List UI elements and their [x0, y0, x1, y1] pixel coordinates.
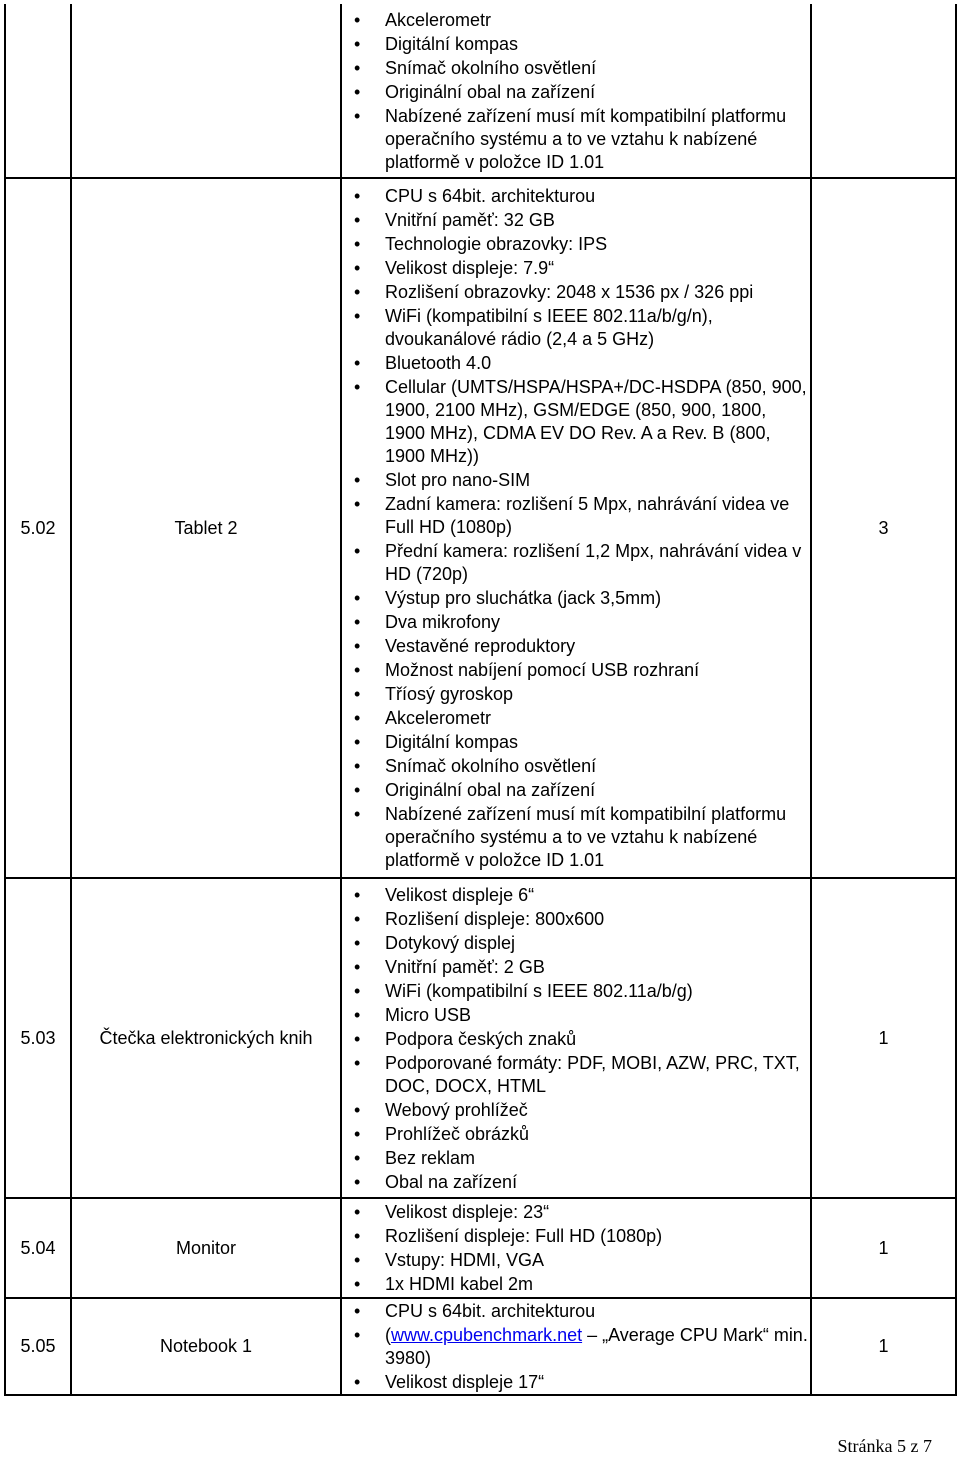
spec-item: • Prohlížeč obrázků: [342, 1122, 810, 1146]
spec-item: • Nabízené zařízení musí mít kompatibilní platformu operačního systému a to ve vztahu k nabízené platformě v položce ID 1.01: [342, 104, 810, 174]
spec-item: • WiFi (kompatibilní s IEEE 802.11a/b/g): [342, 979, 810, 1003]
spec-item: • Akcelerometr: [342, 706, 810, 730]
spec-item: • Velikost displeje 6“: [342, 883, 810, 907]
spec-item: • WiFi (kompatibilní s IEEE 802.11a/b/g/n), dvoukanálové rádio (2,4 a 5 GHz): [342, 304, 810, 351]
spec-text: – „Average CPU Mark“ min. 3980): [385, 1325, 808, 1368]
row-quantity: 3: [811, 178, 956, 878]
table-row: [5, 1198, 956, 1298]
spec-list: [342, 883, 810, 1194]
spec-item: • Digitální kompas: [342, 730, 810, 754]
row-number: [5, 4, 71, 178]
row-quantity: 1: [811, 1298, 956, 1395]
row-number: 5.02: [5, 178, 71, 878]
spec-item: • Webový prohlížeč: [342, 1098, 810, 1122]
row-item-name: Monitor: [71, 1198, 341, 1298]
spec-item: • Micro USB: [342, 1003, 810, 1027]
spec-item: • Velikost displeje: 23“: [342, 1200, 810, 1224]
spec-item: [342, 1323, 810, 1370]
cpubenchmark-link[interactable]: www.cpubenchmark.net: [391, 1325, 583, 1345]
row-specs: [341, 1198, 811, 1298]
row-number: 5.05: [5, 1298, 71, 1395]
spec-list: [342, 8, 810, 174]
table-row: [5, 178, 956, 878]
spec-item: • Tříosý gyroskop: [342, 682, 810, 706]
row-specs: [341, 1298, 811, 1395]
spec-item: • Slot pro nano-SIM: [342, 468, 810, 492]
spec-item: • Snímač okolního osvětlení: [342, 56, 810, 80]
spec-item: • Velikost displeje 17“: [342, 1370, 810, 1394]
spec-item: • Technologie obrazovky: IPS: [342, 232, 810, 256]
spec-item: • Vnitřní paměť: 32 GB: [342, 208, 810, 232]
spec-list: [342, 1200, 810, 1296]
spec-item: • Akcelerometr: [342, 8, 810, 32]
spec-item: • Zadní kamera: rozlišení 5 Mpx, nahrávání videa ve Full HD (1080p): [342, 492, 810, 539]
spec-item: • Rozlišení displeje: Full HD (1080p): [342, 1224, 810, 1248]
spec-item: • Snímač okolního osvětlení: [342, 754, 810, 778]
row-quantity: [811, 4, 956, 178]
row-item-name: Notebook 1: [71, 1298, 341, 1395]
row-specs: [341, 878, 811, 1198]
spec-list: [342, 184, 810, 872]
spec-item: • CPU s 64bit. architekturou: [342, 1299, 810, 1323]
spec-item: • Originální obal na zařízení: [342, 778, 810, 802]
spec-item: • Podporované formáty: PDF, MOBI, AZW, PRC, TXT, DOC, DOCX, HTML: [342, 1051, 810, 1098]
spec-list: [342, 1299, 810, 1394]
table-row: [5, 878, 956, 1198]
spec-item: • Vnitřní paměť: 2 GB: [342, 955, 810, 979]
specification-table: [4, 4, 957, 1396]
table-row: [5, 4, 956, 178]
spec-item: • Obal na zařízení: [342, 1170, 810, 1194]
spec-item: • Přední kamera: rozlišení 1,2 Mpx, nahrávání videa v HD (720p): [342, 539, 810, 586]
table-row: [5, 1298, 956, 1395]
spec-item: • Možnost nabíjení pomocí USB rozhraní: [342, 658, 810, 682]
spec-item: • Bez reklam: [342, 1146, 810, 1170]
spec-item: • Bluetooth 4.0: [342, 351, 810, 375]
row-quantity: 1: [811, 878, 956, 1198]
spec-item: • Rozlišení displeje: 800x600: [342, 907, 810, 931]
row-number: 5.04: [5, 1198, 71, 1298]
row-item-name: [71, 4, 341, 178]
page-footer: Stránka 5 z 7: [837, 1436, 932, 1456]
spec-item: • CPU s 64bit. architekturou: [342, 184, 810, 208]
spec-item: • Cellular (UMTS/HSPA/HSPA+/DC-HSDPA (850, 900, 1900, 2100 MHz), GSM/EDGE (850, 900, 1800, 1900 MHz), CDMA EV DO Rev. A a Rev. B (800, 1900 MHz)): [342, 375, 810, 468]
row-item-name: Čtečka elektronických knih: [71, 878, 341, 1198]
spec-item: • Originální obal na zařízení: [342, 80, 810, 104]
spec-item: • Dva mikrofony: [342, 610, 810, 634]
spec-item: • Výstup pro sluchátka (jack 3,5mm): [342, 586, 810, 610]
spec-item: • Rozlišení obrazovky: 2048 x 1536 px / 326 ppi: [342, 280, 810, 304]
spec-text: (: [385, 1325, 391, 1345]
spec-item: • Podpora českých znaků: [342, 1027, 810, 1051]
row-specs: [341, 178, 811, 878]
spec-item: • Digitální kompas: [342, 32, 810, 56]
row-number: 5.03: [5, 878, 71, 1198]
spec-item: • Nabízené zařízení musí mít kompatibilní platformu operačního systému a to ve vztahu k nabízené platformě v položce ID 1.01: [342, 802, 810, 872]
spec-item: • Vstupy: HDMI, VGA: [342, 1248, 810, 1272]
row-item-name: Tablet 2: [71, 178, 341, 878]
row-specs: [341, 4, 811, 178]
spec-item: • Dotykový displej: [342, 931, 810, 955]
row-quantity: 1: [811, 1198, 956, 1298]
spec-item: • Velikost displeje: 7.9“: [342, 256, 810, 280]
spec-item: • Vestavěné reproduktory: [342, 634, 810, 658]
spec-item: • 1x HDMI kabel 2m: [342, 1272, 810, 1296]
